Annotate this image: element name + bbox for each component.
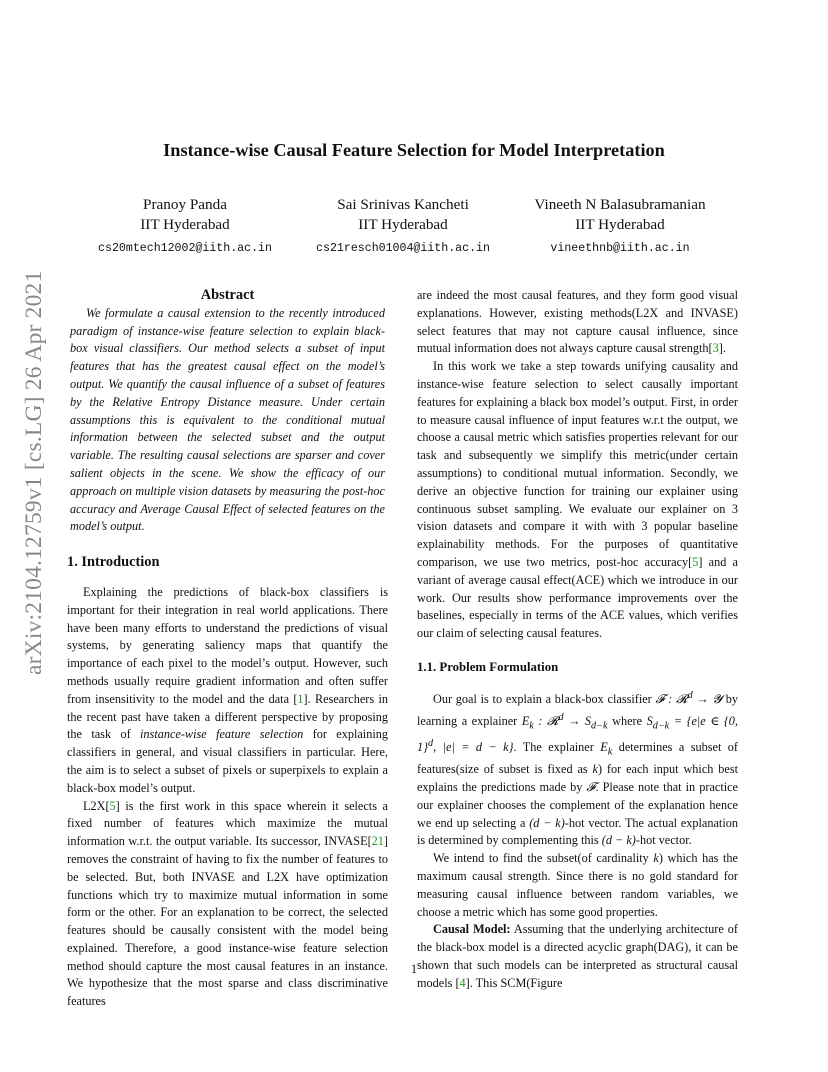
abstract-text: We formulate a causal extension to the recently introduced paradigm of instance-wise feature selection to explain black-box visual classifiers. Our method selects a subset of input features that has the greatest causal effect on the model’s output. We quantify the causal influence of a subset of features by the Relative Entropy Distance measure. Under certain assumptions this is equivalent to the conditional mutual information between the selected subset and the output variable. The resulting causal selections are sparser and cover salient objects in the scene. We show the efficacy of our approach on multiple vision datasets by measuring the post-hoc accuracy and Average Causal Effect of selected features on the model’s output. [70,305,385,534]
citation-link[interactable]: 1 [297,691,304,706]
citation-link[interactable]: 21 [371,834,384,849]
right-column [417,287,738,993]
author-name: Sai Srinivas Kancheti [337,196,469,213]
problem-paragraph-3: Causal Model: Assuming that the underlying architecture of the black-box model is a directed acyclic graph(DAG), it can be shown that such models can be interpreted as structural causal models [4]. This SCM(Figure [417,922,738,990]
arxiv-stamp: arXiv:2104.12759v1 [cs.LG] 26 Apr 2021 [21,270,47,675]
abstract-heading: Abstract [200,287,255,303]
subsection-heading-problem-formulation: 1.1. Problem Formulation [417,659,559,674]
author-block-1 [60,195,310,259]
author-name: Vineeth N Balasubramanian [534,196,706,213]
author-email: cs21resch01004@iith.ac.in [316,242,490,255]
paper-title: Instance-wise Causal Feature Selection for Model Interpretation [163,140,665,160]
problem-paragraph-1: Our goal is to explain a black-box classifier 𝓕 : 𝓡$^d$ → 𝓨 by learning a explainer $E_k$ : 𝓡$^d$ → $S_{d-k}$ where $S_{d-k} = \{e|e$ ∈ {0, 1}$^d$, |e| = d − k}. The explainer $E_k$ determines a subset of features(size of subset is fixed as k) for each input which best explains the predictions made by 𝓕. Please note that in practice our explainer chooses the complement of the explanation hence we end up selecting a (d − k)-hot vector. The actual explanation is determined by complementing this (d − k)-hot vector. [417,689,739,848]
left-column [67,287,388,1011]
page-number: 1 [410,962,418,976]
author-affiliation: IIT Hyderabad [140,216,230,233]
author-email: cs20mtech12002@iith.ac.in [98,242,272,255]
citation-link[interactable]: 5 [692,554,699,569]
intro-paragraph-2: L2X[5] is the first work in this space wherein it selects a fixed number of features which maximize the mutual information w.r.t. the output variable. Its successor, INVASE[21] removes the constraint of having to fix the number of features to be selected. But, both INVASE and L2X have optimization functions which try to maximize mutual information in some form or the other. For an explanation to be correct, the selected features should be causally consistent with the model being explained. Therefore, a good instance-wise feature selection method should capture the most causal features in an instance. We hypothesize that the most sparse and class discriminative features [67,798,388,1009]
author-block-2 [278,195,528,259]
section-heading-introduction: 1. Introduction [67,554,160,571]
intro-paragraph-1: Explaining the predictions of black-box classifiers is important for their integration in real world applications. There have been many efforts to understand the predictions of visual systems, by generating saliency maps that quantify the importance of each pixel to the model’s output. However, such methods usually require gradient information and often suffer from insensitivity to the model and the data [1]. Researchers in the recent past have taken a different perspective by proposing the task of instance-wise feature selection for explaining classifiers in general, and visual classifiers in particular. Here, the aim is to select a subset of pixels or superpixels to explain a black-box model’s output. [67,584,388,795]
problem-paragraph-2: We intend to find the subset(of cardinality k) which has the maximum causal strength. Since there is no gold standard for measuring causal influence between random variables, we choose a metric which has some good properties. [417,851,738,919]
author-email: vineethnb@iith.ac.in [550,242,690,255]
author-affiliation: IIT Hyderabad [575,216,665,233]
intro-paragraph-4: In this work we take a step towards unifying causality and instance-wise feature selection to select causally important features for explaining a black box model’s output. First, in order to measure causal influence of input features w.r.t the output, we choose a causal metric which satisfies properties relevant for our task and subsequently we simplify this metric(under certain assumptions) to conditional mutual information. Secondly, we derive an objective function for training our explainer using continuous subset sampling. We evaluate our explainer on 3 vision datasets and compare it with with 3 popular baseline explainability methods. For the purposes of quantitative comparison, we use two metrics, post-hoc accuracy[5] and a variant of average causal effect(ACE) which we introduce in our work. Our results show performance improvements over the baselines, especially in terms of the ACE values, which verifies our claim of selecting causal features. [417,359,738,641]
author-block-3 [495,195,745,259]
author-name: Pranoy Panda [143,196,227,213]
citation-link[interactable]: 4 [459,975,466,990]
author-affiliation: IIT Hyderabad [358,216,448,233]
intro-paragraph-3: are indeed the most causal features, and they form good visual explanations. However, existing methods(L2X and INVASE) select features that may not capture causal influence, since mutual information does not always capture causal strength[3]. [417,288,738,356]
citation-link[interactable]: 3 [712,341,719,356]
citation-link[interactable]: 5 [109,798,116,813]
